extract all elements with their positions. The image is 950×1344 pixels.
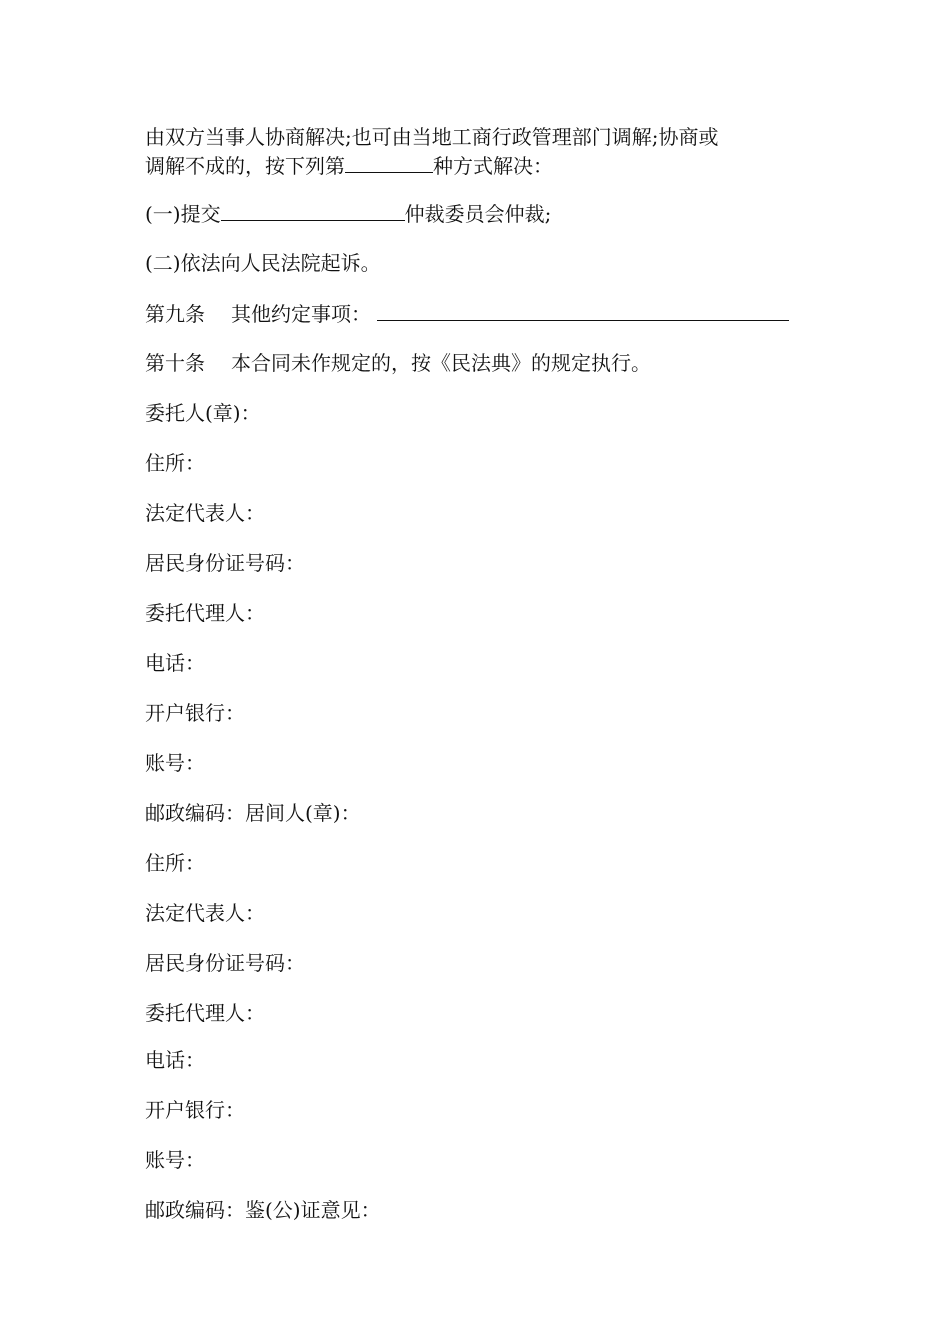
method-number-blank[interactable] <box>345 150 433 173</box>
agent-label: 委托代理人： <box>145 1001 265 1025</box>
dispute-resolution-text: 由双方当事人协商解决;也可由当地工商行政管理部门调解;协商或 <box>145 125 719 149</box>
address-label: 住所： <box>145 851 205 875</box>
field-label <box>145 1195 381 1225</box>
field-label <box>145 498 265 528</box>
principal-seal-label: 委托人(章)： <box>145 401 261 425</box>
field-label <box>145 798 361 828</box>
legal-representative-label: 法定代表人： <box>145 501 265 525</box>
field-label <box>145 898 265 928</box>
account-label: 账号： <box>145 1148 205 1172</box>
option-2-text: (二)依法向人民法院起诉。 <box>145 251 381 275</box>
account-label: 账号： <box>145 751 205 775</box>
other-matters-blank[interactable] <box>377 298 789 321</box>
field-label <box>145 448 205 478</box>
postcode-broker-seal-label: 邮政编码：居间人(章)： <box>145 801 361 825</box>
dispute-resolution-text: 调解不成的，按下列第 <box>145 154 345 178</box>
bank-label: 开户银行： <box>145 1098 245 1122</box>
agent-label: 委托代理人： <box>145 601 265 625</box>
option-1-label: (一)提交 <box>145 202 221 226</box>
field-label <box>145 1095 245 1125</box>
article-10-text: 本合同未作规定的，按《民法典》的规定执行。 <box>231 351 651 375</box>
article-10-number: 第十条 <box>145 351 205 375</box>
article-line <box>145 298 789 329</box>
address-label: 住所： <box>145 451 205 475</box>
field-label <box>145 848 205 878</box>
article-9-text: 其他约定事项： <box>231 302 371 326</box>
field-label <box>145 998 265 1028</box>
bank-label: 开户银行： <box>145 701 245 725</box>
field-label <box>145 948 305 978</box>
option-1-text: 仲裁委员会仲裁; <box>404 202 552 226</box>
phone-label: 电话： <box>145 651 205 675</box>
article-9-number: 第九条 <box>145 302 205 326</box>
paragraph-line <box>145 150 553 181</box>
phone-label: 电话： <box>145 1048 205 1072</box>
option-line <box>145 198 551 229</box>
id-number-label: 居民身份证号码： <box>145 551 305 575</box>
arbitration-commission-blank[interactable] <box>221 198 405 221</box>
field-label <box>145 748 205 778</box>
field-label <box>145 698 245 728</box>
paragraph-line <box>145 122 718 152</box>
field-label <box>145 1145 205 1175</box>
option-line <box>145 248 381 278</box>
field-label <box>145 1045 205 1075</box>
field-label <box>145 648 205 678</box>
dispute-resolution-text: 种方式解决： <box>433 154 553 178</box>
legal-representative-label: 法定代表人： <box>145 901 265 925</box>
field-label <box>145 398 261 428</box>
id-number-label: 居民身份证号码： <box>145 951 305 975</box>
field-label <box>145 548 305 578</box>
postcode-notary-opinion-label: 邮政编码：鉴(公)证意见： <box>145 1198 381 1222</box>
article-line <box>145 348 651 378</box>
field-label <box>145 598 265 628</box>
